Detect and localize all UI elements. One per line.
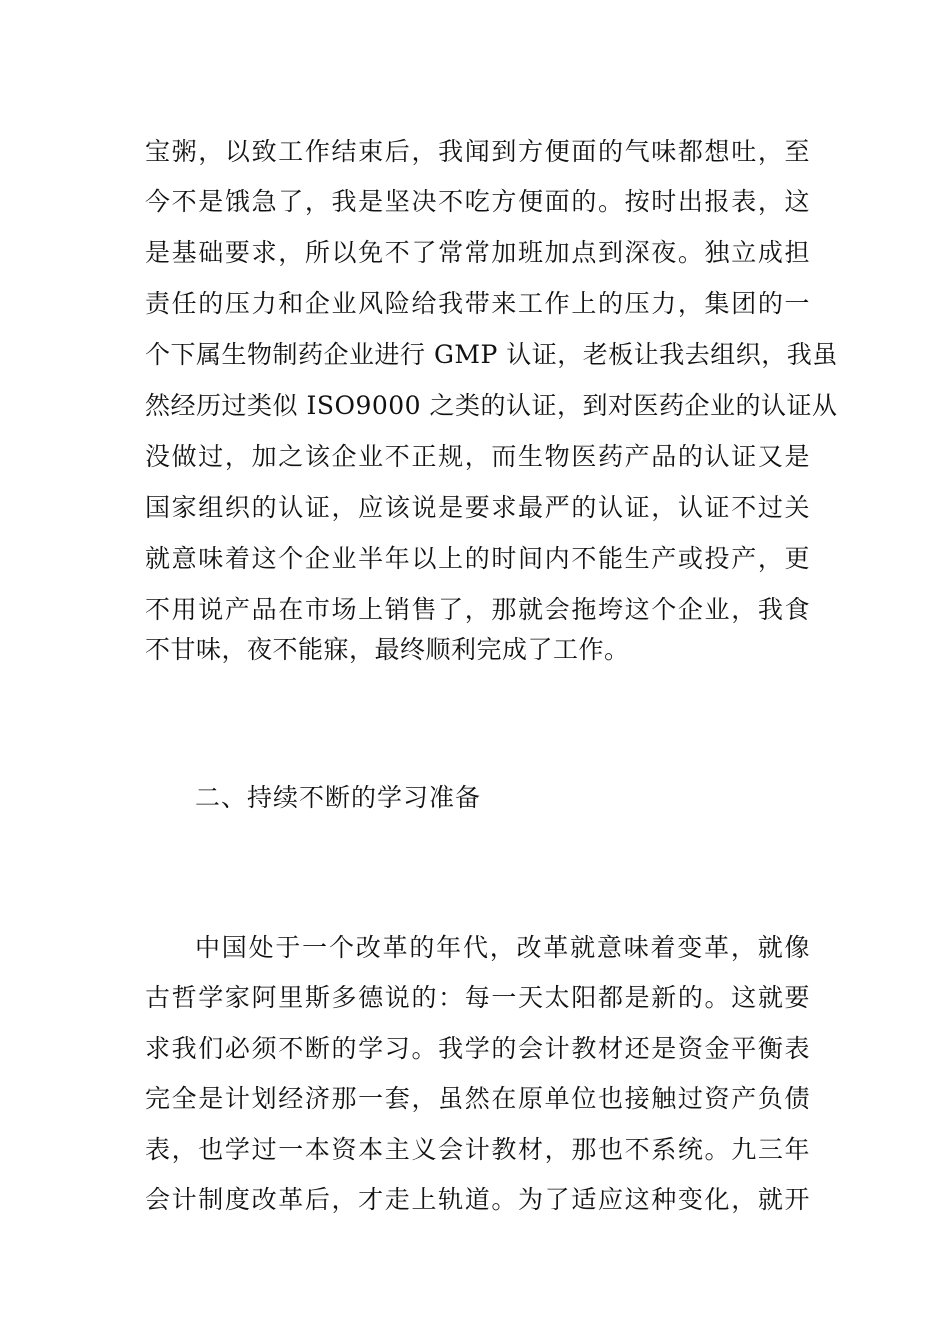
paragraph-1-line-9: 就意味着这个企业半年以上的时间内不能生产或投产，更 — [145, 544, 810, 573]
paragraph-2-line-4: 完全是计划经济那一套，虽然在原单位也接触过资产负债 — [145, 1084, 810, 1113]
paragraph-1-line-8: 国家组织的认证，应该说是要求最严的认证，认证不过关 — [145, 493, 810, 522]
section-heading: 二、持续不断的学习准备 — [195, 783, 482, 812]
paragraph-1-line-2: 今不是饿急了，我是坚决不吃方便面的。按时出报表，这 — [145, 187, 810, 216]
paragraph-2-line-1: 中国处于一个改革的年代，改革就意味着变革，就像 — [195, 933, 810, 962]
paragraph-1-line-11: 不甘味，夜不能寐，最终顺利完成了工作。 — [145, 635, 630, 664]
paragraph-1-line-4: 责任的压力和企业风险给我带来工作上的压力，集团的一 — [145, 289, 810, 318]
paragraph-2-line-2: 古哲学家阿里斯多德说的：每一天太阳都是新的。这就要 — [145, 983, 810, 1012]
paragraph-1-line-3: 是基础要求，所以免不了常常加班加点到深夜。独立成担 — [145, 238, 810, 267]
paragraph-2-line-3: 求我们必须不断的学习。我学的会计教材还是资金平衡表 — [145, 1034, 810, 1063]
paragraph-2-line-5: 表，也学过一本资本主义会计教材，那也不系统。九三年 — [145, 1135, 810, 1164]
paragraph-1-line-7: 没做过，加之该企业不正规，而生物医药产品的认证又是 — [145, 442, 810, 471]
paragraph-1-line-1: 宝粥，以致工作结束后，我闻到方便面的气味都想吐，至 — [145, 137, 810, 166]
paragraph-1-line-5: 个下属生物制药企业进行 GMP 认证，老板让我去组织，我虽 — [145, 340, 838, 369]
paragraph-1-line-6: 然经历过类似 ISO9000 之类的认证，到对医药企业的认证从 — [145, 391, 838, 420]
paragraph-2-line-6: 会计制度改革后，才走上轨道。为了适应这种变化，就开 — [145, 1185, 810, 1214]
paragraph-1-line-10: 不用说产品在市场上销售了，那就会拖垮这个企业，我食 — [145, 595, 810, 624]
